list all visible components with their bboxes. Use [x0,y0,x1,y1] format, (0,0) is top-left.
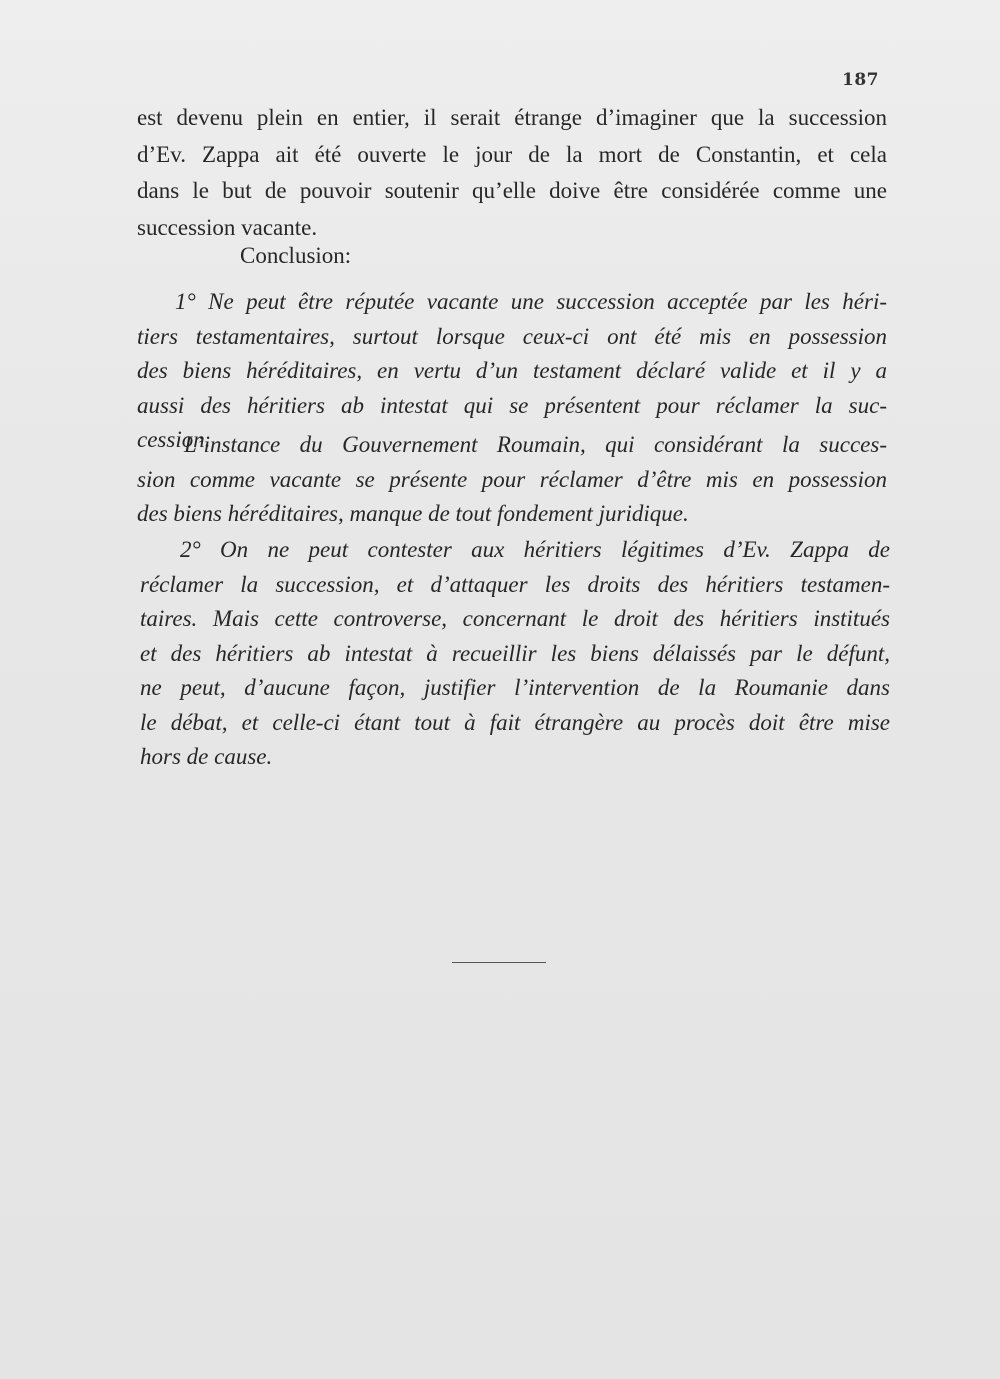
conclusion-point-2 [140,533,890,775]
point-2-line: ne peut, d’aucune façon, justifier l’intervention de la Roumanie dans [140,675,890,700]
intro-line: est devenu plein en entier, il serait étrange d’imaginer que la succession [137,105,887,130]
point-1b-line: L’instance du Gouvernement Roumain, qui considérant la succes- [184,432,887,457]
intro-line: succession vacante. [137,214,318,240]
section-divider-rule [452,962,546,963]
point-1-line: des biens héréditaires, en vertu d’un testament déclaré valide et il y a [137,358,887,383]
point-1-line: 1° Ne peut être réputée vacante une succession acceptée par les héri- [175,289,887,314]
conclusion-point-1-continuation [137,428,887,532]
intro-line: d’Ev. Zappa ait été ouverte le jour de la mort de Constantin, et cela [137,141,887,167]
point-2-line: réclamer la succession, et d’attaquer les droits des héritiers testamen- [140,571,890,597]
page-number: 187 [842,70,879,90]
intro-paragraph [137,100,887,246]
point-2-line: taires. Mais cette controverse, concernant le droit des héritiers institués [140,606,890,631]
point-1-line: tiers testamentaires, surtout lorsque ceux-ci ont été mis en possession [137,323,887,349]
point-2-line: le débat, et celle-ci étant tout à fait étrangère au procès doit être mise [140,709,890,735]
point-2-line: et des héritiers ab intestat à recueillir les biens délaissés par le défunt, [140,640,890,666]
point-1b-line: des biens héréditaires, manque de tout fondement juridique. [137,501,689,526]
point-1b-line: sion comme vacante se présente pour réclamer d’être mis en possession [137,466,887,492]
point-2-line: 2° On ne peut contester aux héritiers légitimes d’Ev. Zappa de [180,537,890,562]
conclusion-heading: Conclusion: [240,243,352,268]
point-1-line: cession. [137,427,211,452]
point-2-line: hors de cause. [140,744,273,769]
point-1-line: aussi des héritiers ab intestat qui se présentent pour réclamer la suc- [137,392,887,418]
intro-line: dans le but de pouvoir soutenir qu’elle doive être considérée comme une [137,178,887,203]
